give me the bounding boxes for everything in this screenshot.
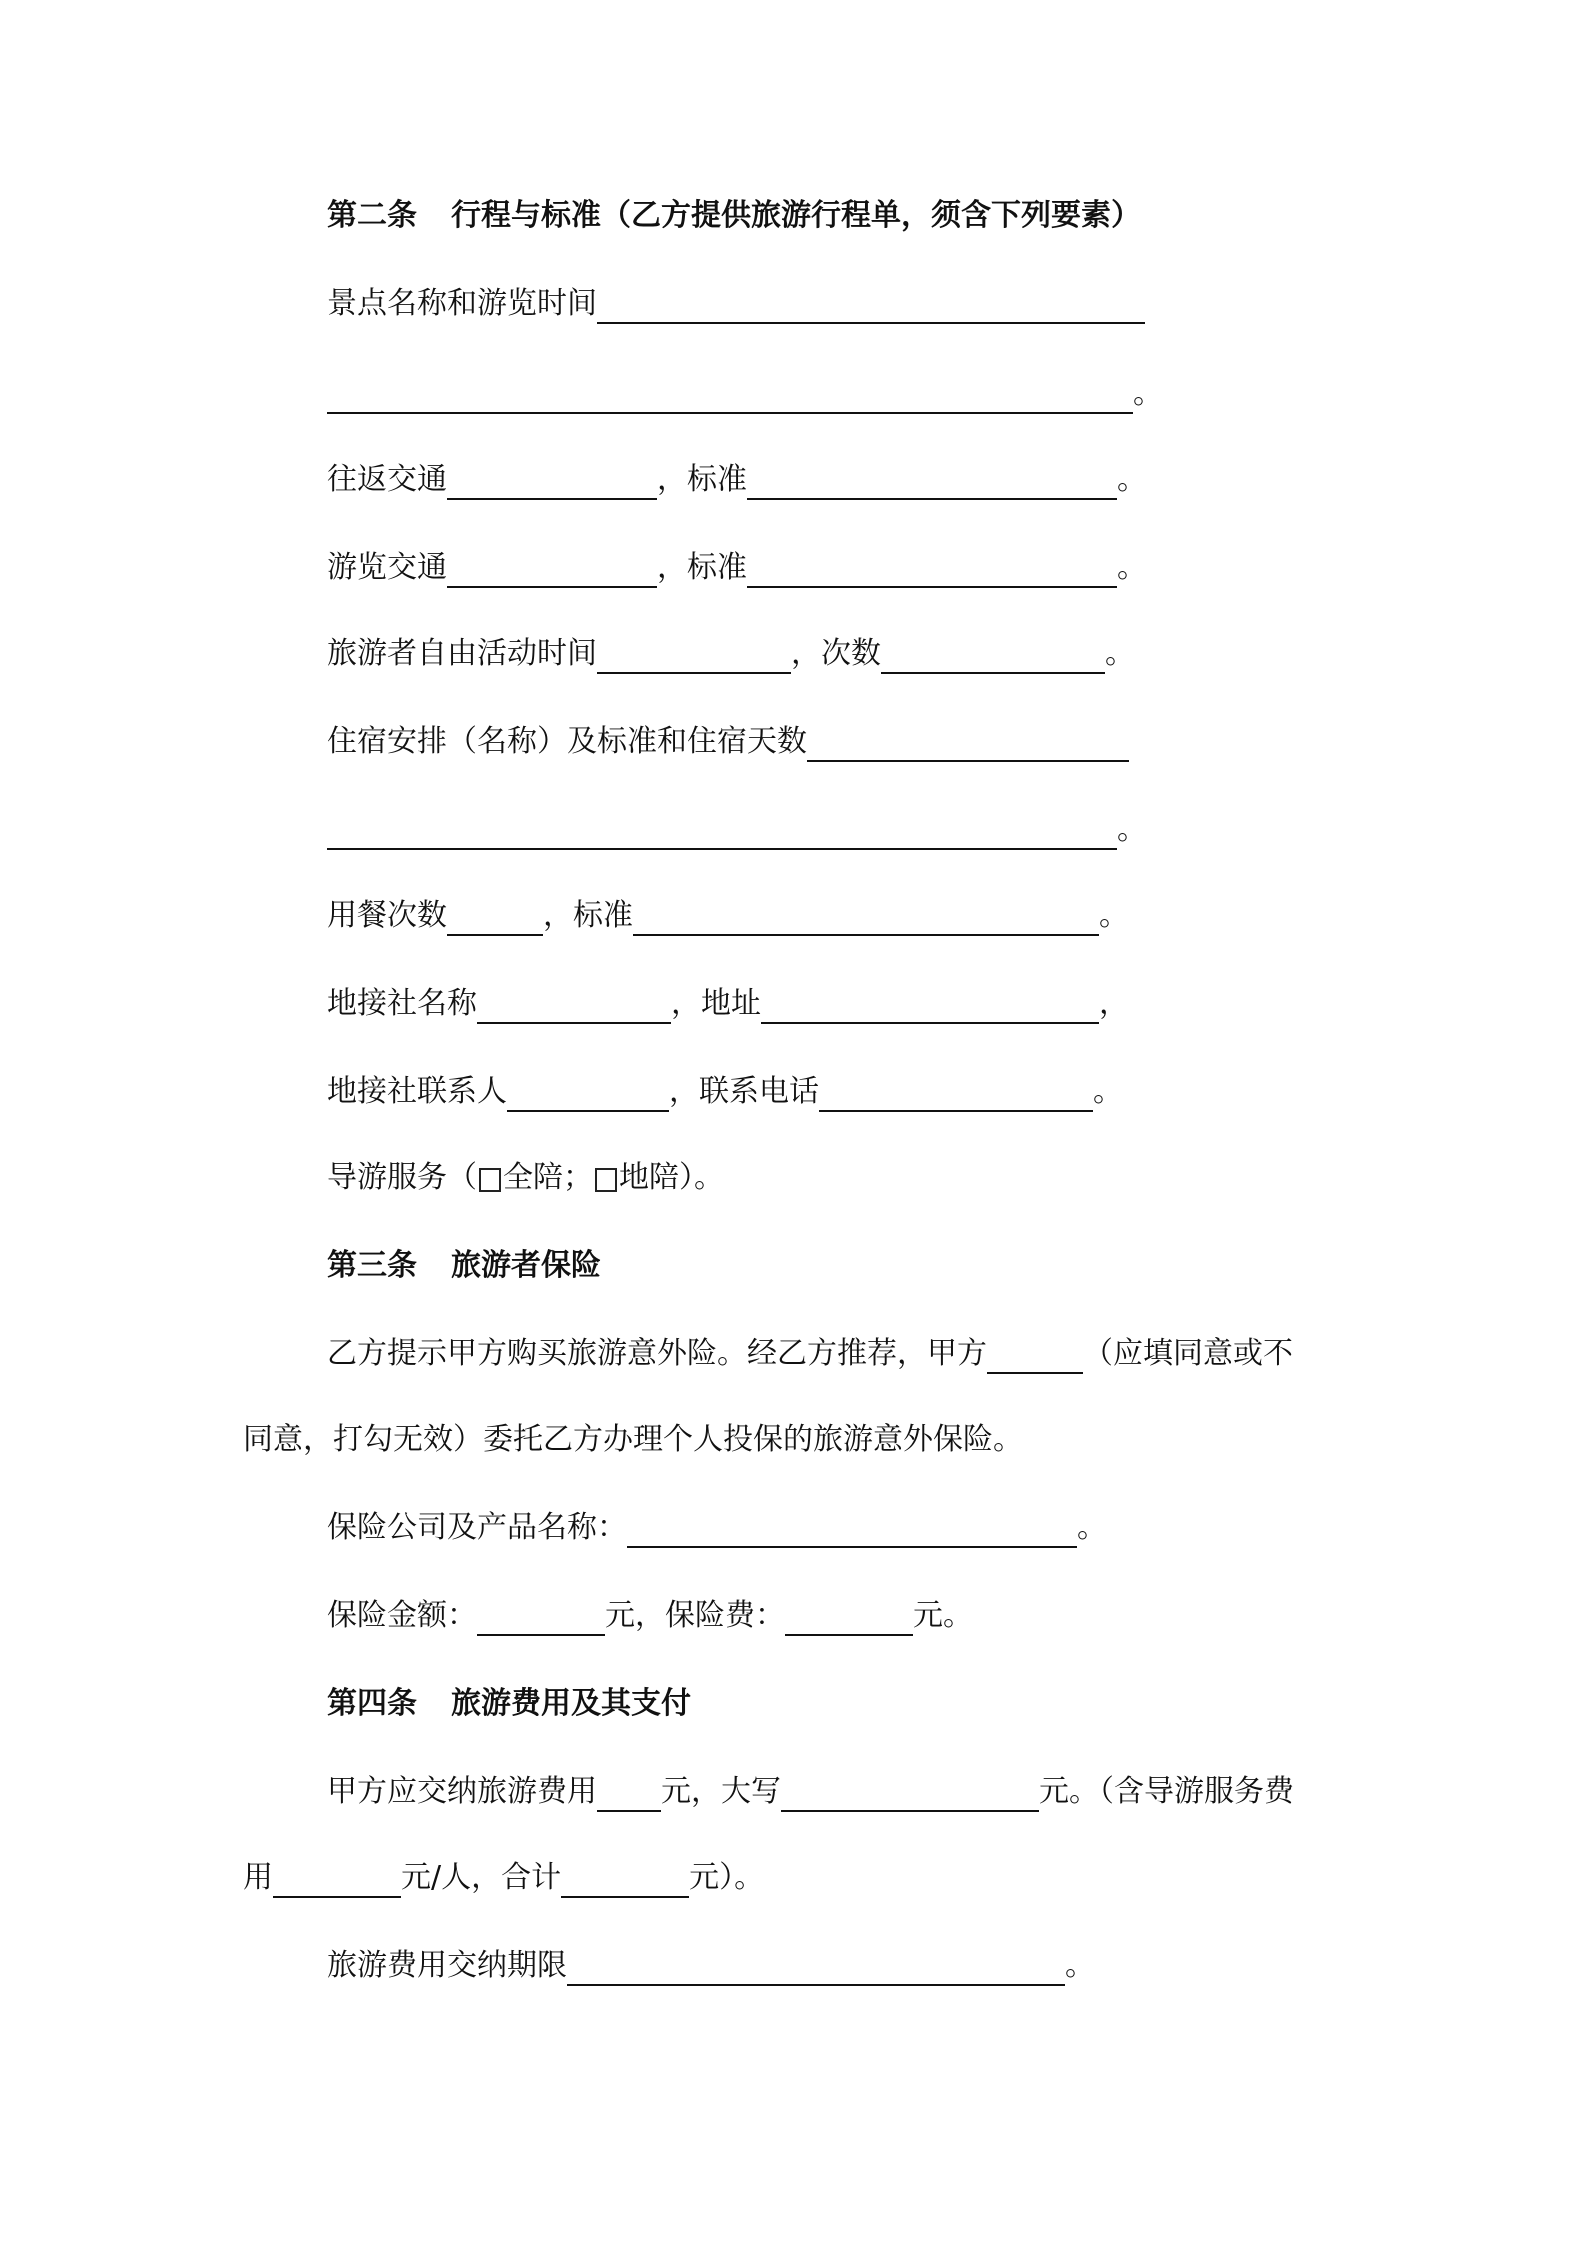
lodging-blank-2[interactable] (327, 812, 1117, 850)
full-escort-label: 全陪； (503, 1160, 593, 1195)
period: 。 (1077, 1510, 1107, 1545)
period: 。 (1117, 812, 1147, 847)
period: 。 (1105, 636, 1135, 671)
tour-fee-line2-text-2: 元/人，合计 (401, 1860, 562, 1895)
local-agency-name-blank[interactable] (477, 986, 671, 1024)
period: 。 (1065, 1948, 1095, 1983)
article-4-number: 第四条 (327, 1686, 417, 1721)
local-agency-contact-label: 地接社联系人 (327, 1074, 507, 1109)
insurance-amount-line (327, 1596, 973, 1636)
scenic-spots-continue-line (327, 374, 1163, 414)
tour-fee-line2-text-3: 元）。 (689, 1860, 765, 1895)
period: 。 (1099, 898, 1129, 933)
period: 。 (1117, 550, 1147, 585)
meals-line (327, 896, 1129, 936)
standard-label: ，标准 (657, 550, 747, 585)
period: 。 (1117, 462, 1147, 497)
address-label: ，地址 (671, 986, 761, 1021)
tour-transport-line (327, 548, 1147, 588)
tour-fee-incl-label: 元。（含导游服务费 (1039, 1774, 1294, 1809)
tour-fee-caps-label: 元，大写 (661, 1774, 781, 1809)
full-escort-checkbox[interactable] (479, 1168, 501, 1192)
times-label: ，次数 (791, 636, 881, 671)
local-agency-line (327, 984, 1129, 1024)
standard-label: ，标准 (543, 898, 633, 933)
scenic-spots-line (327, 284, 1145, 324)
scenic-spots-blank-2[interactable] (327, 376, 1133, 414)
article-4-title: 旅游费用及其支付 (451, 1686, 691, 1721)
insurance-company-blank[interactable] (627, 1510, 1077, 1548)
insurance-paragraph-text-3: 同意，打勾无效）委托乙方办理个人投保的旅游意外保险。 (243, 1422, 1023, 1457)
article-2-title: 行程与标准（乙方提供旅游行程单，须含下列要素） (451, 198, 1141, 233)
scenic-spots-label: 景点名称和游览时间 (327, 286, 597, 321)
local-guide-checkbox[interactable] (595, 1168, 617, 1192)
tour-fee-caps-blank[interactable] (781, 1774, 1039, 1812)
tour-fee-line2-text-1: 用 (243, 1860, 273, 1895)
local-agency-name-label: 地接社名称 (327, 986, 477, 1021)
tour-transport-blank[interactable] (447, 550, 657, 588)
insurance-paragraph-line-1 (327, 1334, 1293, 1374)
meals-label: 用餐次数 (327, 898, 447, 933)
local-agency-contact-line (327, 1072, 1123, 1112)
standard-label: ，标准 (657, 462, 747, 497)
payment-deadline-label: 旅游费用交纳期限 (327, 1948, 567, 1983)
article-2-number: 第二条 (327, 198, 417, 233)
article-4-heading (327, 1684, 691, 1724)
insurance-premium-blank[interactable] (785, 1598, 913, 1636)
insurance-paragraph-line-2 (243, 1420, 1023, 1460)
guide-service-label: 导游服务（ (327, 1160, 477, 1195)
period: 。 (1093, 1074, 1123, 1109)
lodging-label: 住宿安排（名称）及标准和住宿天数 (327, 724, 807, 759)
insurance-premium-label: 元，保险费： (605, 1598, 785, 1633)
lodging-continue-line (327, 810, 1147, 850)
round-trip-transport-line (327, 460, 1147, 500)
payment-deadline-line (327, 1946, 1095, 1986)
round-trip-transport-label: 往返交通 (327, 462, 447, 497)
free-time-line (327, 634, 1135, 674)
tour-transport-label: 游览交通 (327, 550, 447, 585)
guide-fee-per-person-blank[interactable] (273, 1860, 401, 1898)
insurance-consent-blank[interactable] (987, 1336, 1083, 1374)
local-agency-contact-blank[interactable] (507, 1074, 669, 1112)
round-trip-standard-blank[interactable] (747, 462, 1117, 500)
yuan-end: 元。 (913, 1598, 973, 1633)
article-3-heading (327, 1246, 601, 1286)
free-time-blank[interactable] (597, 636, 791, 674)
free-time-label: 旅游者自由活动时间 (327, 636, 597, 671)
article-3-title: 旅游者保险 (451, 1248, 601, 1283)
tour-fee-blank[interactable] (597, 1774, 661, 1812)
lodging-blank[interactable] (807, 724, 1129, 762)
free-time-times-blank[interactable] (881, 636, 1105, 674)
round-trip-transport-blank[interactable] (447, 462, 657, 500)
insurance-company-line (327, 1508, 1107, 1548)
local-agency-phone-blank[interactable] (819, 1074, 1093, 1112)
tour-standard-blank[interactable] (747, 550, 1117, 588)
guide-service-line (327, 1158, 724, 1198)
article-2-heading (327, 196, 1141, 236)
insurance-paragraph-text-2: （应填同意或不 (1083, 1336, 1293, 1371)
local-agency-address-blank[interactable] (761, 986, 1099, 1024)
local-guide-label: 地陪）。 (619, 1160, 724, 1195)
meals-standard-blank[interactable] (633, 898, 1099, 936)
scenic-spots-blank[interactable] (597, 286, 1145, 324)
lodging-line (327, 722, 1129, 762)
insurance-paragraph-text-1: 乙方提示甲方购买旅游意外险。经乙方推荐，甲方 (327, 1336, 987, 1371)
insurance-amount-blank[interactable] (477, 1598, 605, 1636)
insurance-amount-label: 保险金额： (327, 1598, 477, 1633)
period: 。 (1133, 376, 1163, 411)
insurance-company-label: 保险公司及产品名称： (327, 1510, 627, 1545)
payment-deadline-blank[interactable] (567, 1948, 1065, 1986)
tour-fee-label: 甲方应交纳旅游费用 (327, 1774, 597, 1809)
guide-fee-total-blank[interactable] (561, 1860, 689, 1898)
phone-label: ，联系电话 (669, 1074, 819, 1109)
tour-fee-line-2 (243, 1858, 764, 1898)
article-3-number: 第三条 (327, 1248, 417, 1283)
comma: ， (1099, 986, 1129, 1021)
tour-fee-line-1 (327, 1772, 1294, 1812)
meals-count-blank[interactable] (447, 898, 543, 936)
